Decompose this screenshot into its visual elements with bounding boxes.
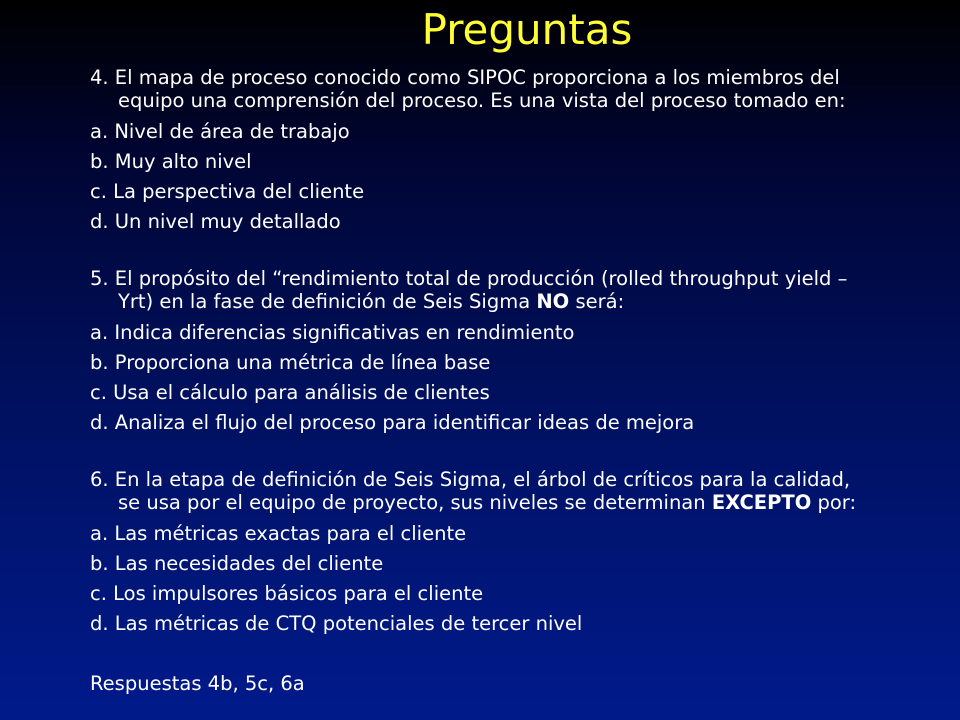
question-5-option-c: c. Usa el cálculo para análisis de clientes [90, 381, 490, 404]
question-6-stem-line2-end: por: [811, 491, 857, 514]
question-6-stem [90, 468, 940, 514]
question-6-emphasis: EXCEPTO [711, 491, 812, 514]
question-6 [90, 468, 940, 639]
question-5-stem-line2 [90, 290, 940, 313]
question-4-option-a: a. Nivel de área de trabajo [90, 120, 350, 143]
question-6-option-a: a. Las métricas exactas para el cliente [90, 522, 467, 545]
question-4-option-d: d. Un nivel muy detallado [90, 210, 341, 233]
question-6-option-c: c. Los impulsores básicos para el cliente [90, 582, 484, 605]
question-5-stem-line2-start: Yrt) en la fase de definición de Seis Sigma [118, 290, 537, 313]
question-5-stem [90, 267, 940, 313]
question-4-stem-line2: equipo una comprensión del proceso. Es una vista del proceso tomado en: [118, 89, 846, 112]
question-4-stem-line1: 4. El mapa de proceso conocido como SIPOC proporciona a los miembros del [90, 66, 840, 89]
slide-content [90, 66, 940, 699]
question-6-option-b: b. Las necesidades del cliente [90, 552, 384, 575]
question-6-stem-line1: 6. En la etapa de definición de Seis Sigma, el árbol de críticos para la calidad, [90, 468, 851, 491]
question-4-option-b: b. Muy alto nivel [90, 150, 252, 173]
question-5 [90, 267, 940, 438]
slide-title: Preguntas [421, 5, 633, 54]
question-4-option-c: c. La perspectiva del cliente [90, 180, 365, 203]
spacer [90, 438, 940, 468]
question-5-option-b: b. Proporciona una métrica de línea base [90, 351, 491, 374]
question-5-stem-line1: 5. El propósito del “rendimiento total de producción (rolled throughput yield – [90, 267, 848, 290]
question-5-stem-line2-end: será: [569, 290, 625, 313]
question-5-option-a: a. Indica diferencias significativas en rendimiento [90, 321, 575, 344]
question-6-stem-line2-start: se usa por el equipo de proyecto, sus niveles se determinan [118, 491, 712, 514]
spacer [90, 237, 940, 267]
question-4 [90, 66, 940, 237]
answers-line: Respuestas 4b, 5c, 6a [90, 672, 305, 695]
question-6-stem-line2 [90, 491, 940, 514]
question-5-emphasis: NO [536, 290, 570, 313]
question-6-option-d: d. Las métricas de CTQ potenciales de tercer nivel [90, 612, 583, 635]
question-4-stem [90, 66, 940, 112]
spacer [90, 639, 940, 669]
question-5-option-d: d. Analiza el flujo del proceso para identificar ideas de mejora [90, 411, 695, 434]
